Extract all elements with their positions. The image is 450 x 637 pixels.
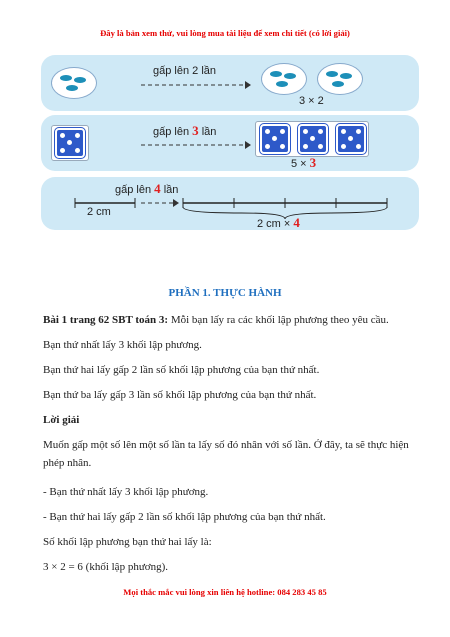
section-heading: PHẦN 1. THỰC HÀNH [168, 287, 282, 299]
dice-icon [336, 124, 366, 154]
row2-result: 5 × 3 [291, 155, 317, 170]
question-text: Mỗi bạn lấy ra các khối lập phương theo yêu cầu. [168, 314, 389, 326]
dashed-arrow [141, 141, 251, 149]
dice-group [51, 125, 89, 161]
solution-step-4: 3 × 2 = 6 (khối lập phương). [43, 561, 169, 573]
illustration [41, 46, 419, 280]
question-item-3: Bạn thứ ba lấy gấp 3 lần số khối lập phương của bạn thứ nhất. [43, 389, 317, 401]
row-multiply-candies [41, 55, 419, 111]
question-line [43, 311, 409, 329]
solution-paragraph: Muốn gấp một số lên một số lần ta lấy số đó nhân với số lần. Ở đây, ta sẽ thực hiện phép nhân. [43, 439, 409, 469]
dice-icon [260, 124, 290, 154]
row1-result: 3 × 2 [299, 95, 324, 107]
row3-result: 2 cm × 4 [257, 215, 300, 230]
solution-step-1: - Bạn thứ nhất lấy 3 khối lập phương. [43, 486, 209, 498]
question-title: Bài 1 trang 62 SBT toán 3: [43, 314, 169, 326]
hotline-banner: Mọi thắc mắc vui lòng xin liên hệ hotline: 084 283 45 85 [123, 587, 327, 597]
row-multiply-dice [41, 115, 419, 171]
row1-label: gấp lên 2 lần [153, 65, 216, 77]
candy-group [261, 63, 307, 95]
candy-icon [52, 68, 96, 98]
dice-icon [298, 124, 328, 154]
solution-step-3: Số khối lập phương bạn thứ hai lấy là: [43, 536, 212, 548]
row2-label: gấp lên 3 lần [153, 123, 217, 138]
row-multiply-segment [41, 177, 419, 230]
segment-diagram [41, 177, 419, 230]
row3-label: gấp lên 4 lần [115, 181, 179, 196]
candy-group [51, 67, 97, 99]
dashed-arrow [141, 81, 251, 89]
row3-segment-label: 2 cm [87, 206, 111, 218]
candy-icon [318, 64, 362, 94]
solution-title: Lời giải [43, 414, 80, 426]
solution-step-2: - Bạn thứ hai lấy gấp 2 lần số khối lập phương của bạn thứ nhất. [43, 511, 326, 523]
question-item-2: Bạn thứ hai lấy gấp 2 lần số khối lập phương của bạn thứ nhất. [43, 364, 320, 376]
preview-banner: Đây là bản xem thử, vui lòng mua tài liệu để xem chi tiết (có lời giải) [100, 28, 350, 38]
candy-icon [262, 64, 306, 94]
candy-group [317, 63, 363, 95]
question-item-1: Bạn thứ nhất lấy 3 khối lập phương. [43, 339, 202, 351]
dice-icon [55, 128, 85, 158]
dice-group [255, 121, 369, 157]
